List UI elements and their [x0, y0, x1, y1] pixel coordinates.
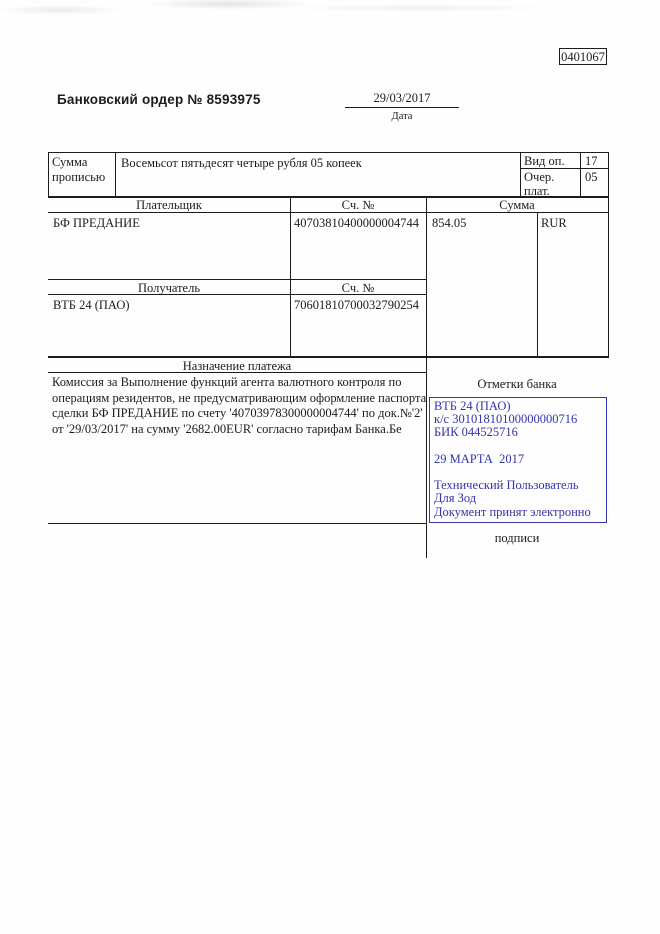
priority-label-2: плат.	[524, 184, 550, 198]
bank-stamp-box	[429, 397, 607, 523]
stamp-operator: Технический Пользователь Для Зод	[434, 478, 582, 506]
op-type-value: 17	[585, 154, 598, 168]
payer-account-header: Сч. №	[341, 198, 375, 212]
table-line-bottom-left	[48, 523, 426, 524]
table-vline-left	[48, 152, 49, 197]
priority-value: 05	[585, 170, 598, 184]
table-vline-currency-col	[537, 212, 538, 357]
stamp-blank-1	[434, 440, 602, 453]
priority-label-1: Очер.	[524, 170, 555, 184]
stamp-bank-name: ВТБ 24 (ПАО)	[434, 399, 511, 413]
date-value: 29/03/2017	[345, 90, 459, 108]
table-line-thick-2	[48, 356, 609, 358]
form-code: 0401067	[561, 50, 605, 64]
bank-marks-header: Отметки банка	[477, 377, 557, 391]
form-code-box	[559, 48, 607, 65]
amount-value: 854.05	[432, 216, 467, 230]
document-title: Банковский ордер № 8593975	[57, 92, 261, 107]
table-vline-optype-left	[520, 152, 521, 197]
date-label: Дата	[391, 111, 413, 122]
currency-value: RUR	[541, 216, 567, 230]
payee-account-header: Сч. №	[341, 281, 375, 295]
purpose-header: Назначение платежа	[182, 359, 292, 373]
payer-name: БФ ПРЕДАНИЕ	[53, 216, 140, 230]
payee-account: 70601810700032790254	[294, 298, 419, 312]
table-vline-amount-words	[115, 152, 116, 197]
stamp-corr-account: к/с 30101810100000000716	[434, 412, 578, 427]
table-line-top	[48, 152, 609, 153]
op-type-label: Вид оп.	[524, 154, 565, 168]
purpose-text: Комиссия за Выполнение функций агента валютного контроля по операциям резидентов, не предусматривающим оформление паспорта сделки БФ ПРЕДАНИЕ по счету '40703978300000004744' по док.№'2' от '29/03/2017' на сумму '2682.00EUR' согласно тарифам Банка.Бе	[52, 375, 427, 436]
signatures-label: подписи	[494, 531, 540, 545]
table-vline-optype-mid	[580, 152, 581, 197]
amount-words-value: Восемьсот пятьдесят четыре рубля 05 копеек	[121, 156, 362, 170]
scan-artifact	[0, 0, 660, 14]
payee-header: Получатель	[137, 281, 201, 295]
amount-header: Сумма	[499, 198, 535, 212]
table-vline-right	[608, 152, 609, 357]
payer-account: 40703810400000004744	[294, 216, 419, 230]
table-vline-account-col	[290, 196, 291, 357]
amount-words-label-2: прописью	[52, 170, 106, 184]
payer-header: Плательщик	[136, 198, 202, 212]
stamp-accepted-note: Документ принят электронно	[434, 504, 591, 519]
amount-words-label-1: Сумма	[52, 155, 88, 169]
stamp-date: 29 МАРТА 2017	[434, 451, 525, 466]
stamp-bik: БИК 044525716	[434, 425, 518, 440]
payee-name: ВТБ 24 (ПАО)	[53, 298, 130, 312]
table-line-payer-bottom	[48, 279, 426, 280]
